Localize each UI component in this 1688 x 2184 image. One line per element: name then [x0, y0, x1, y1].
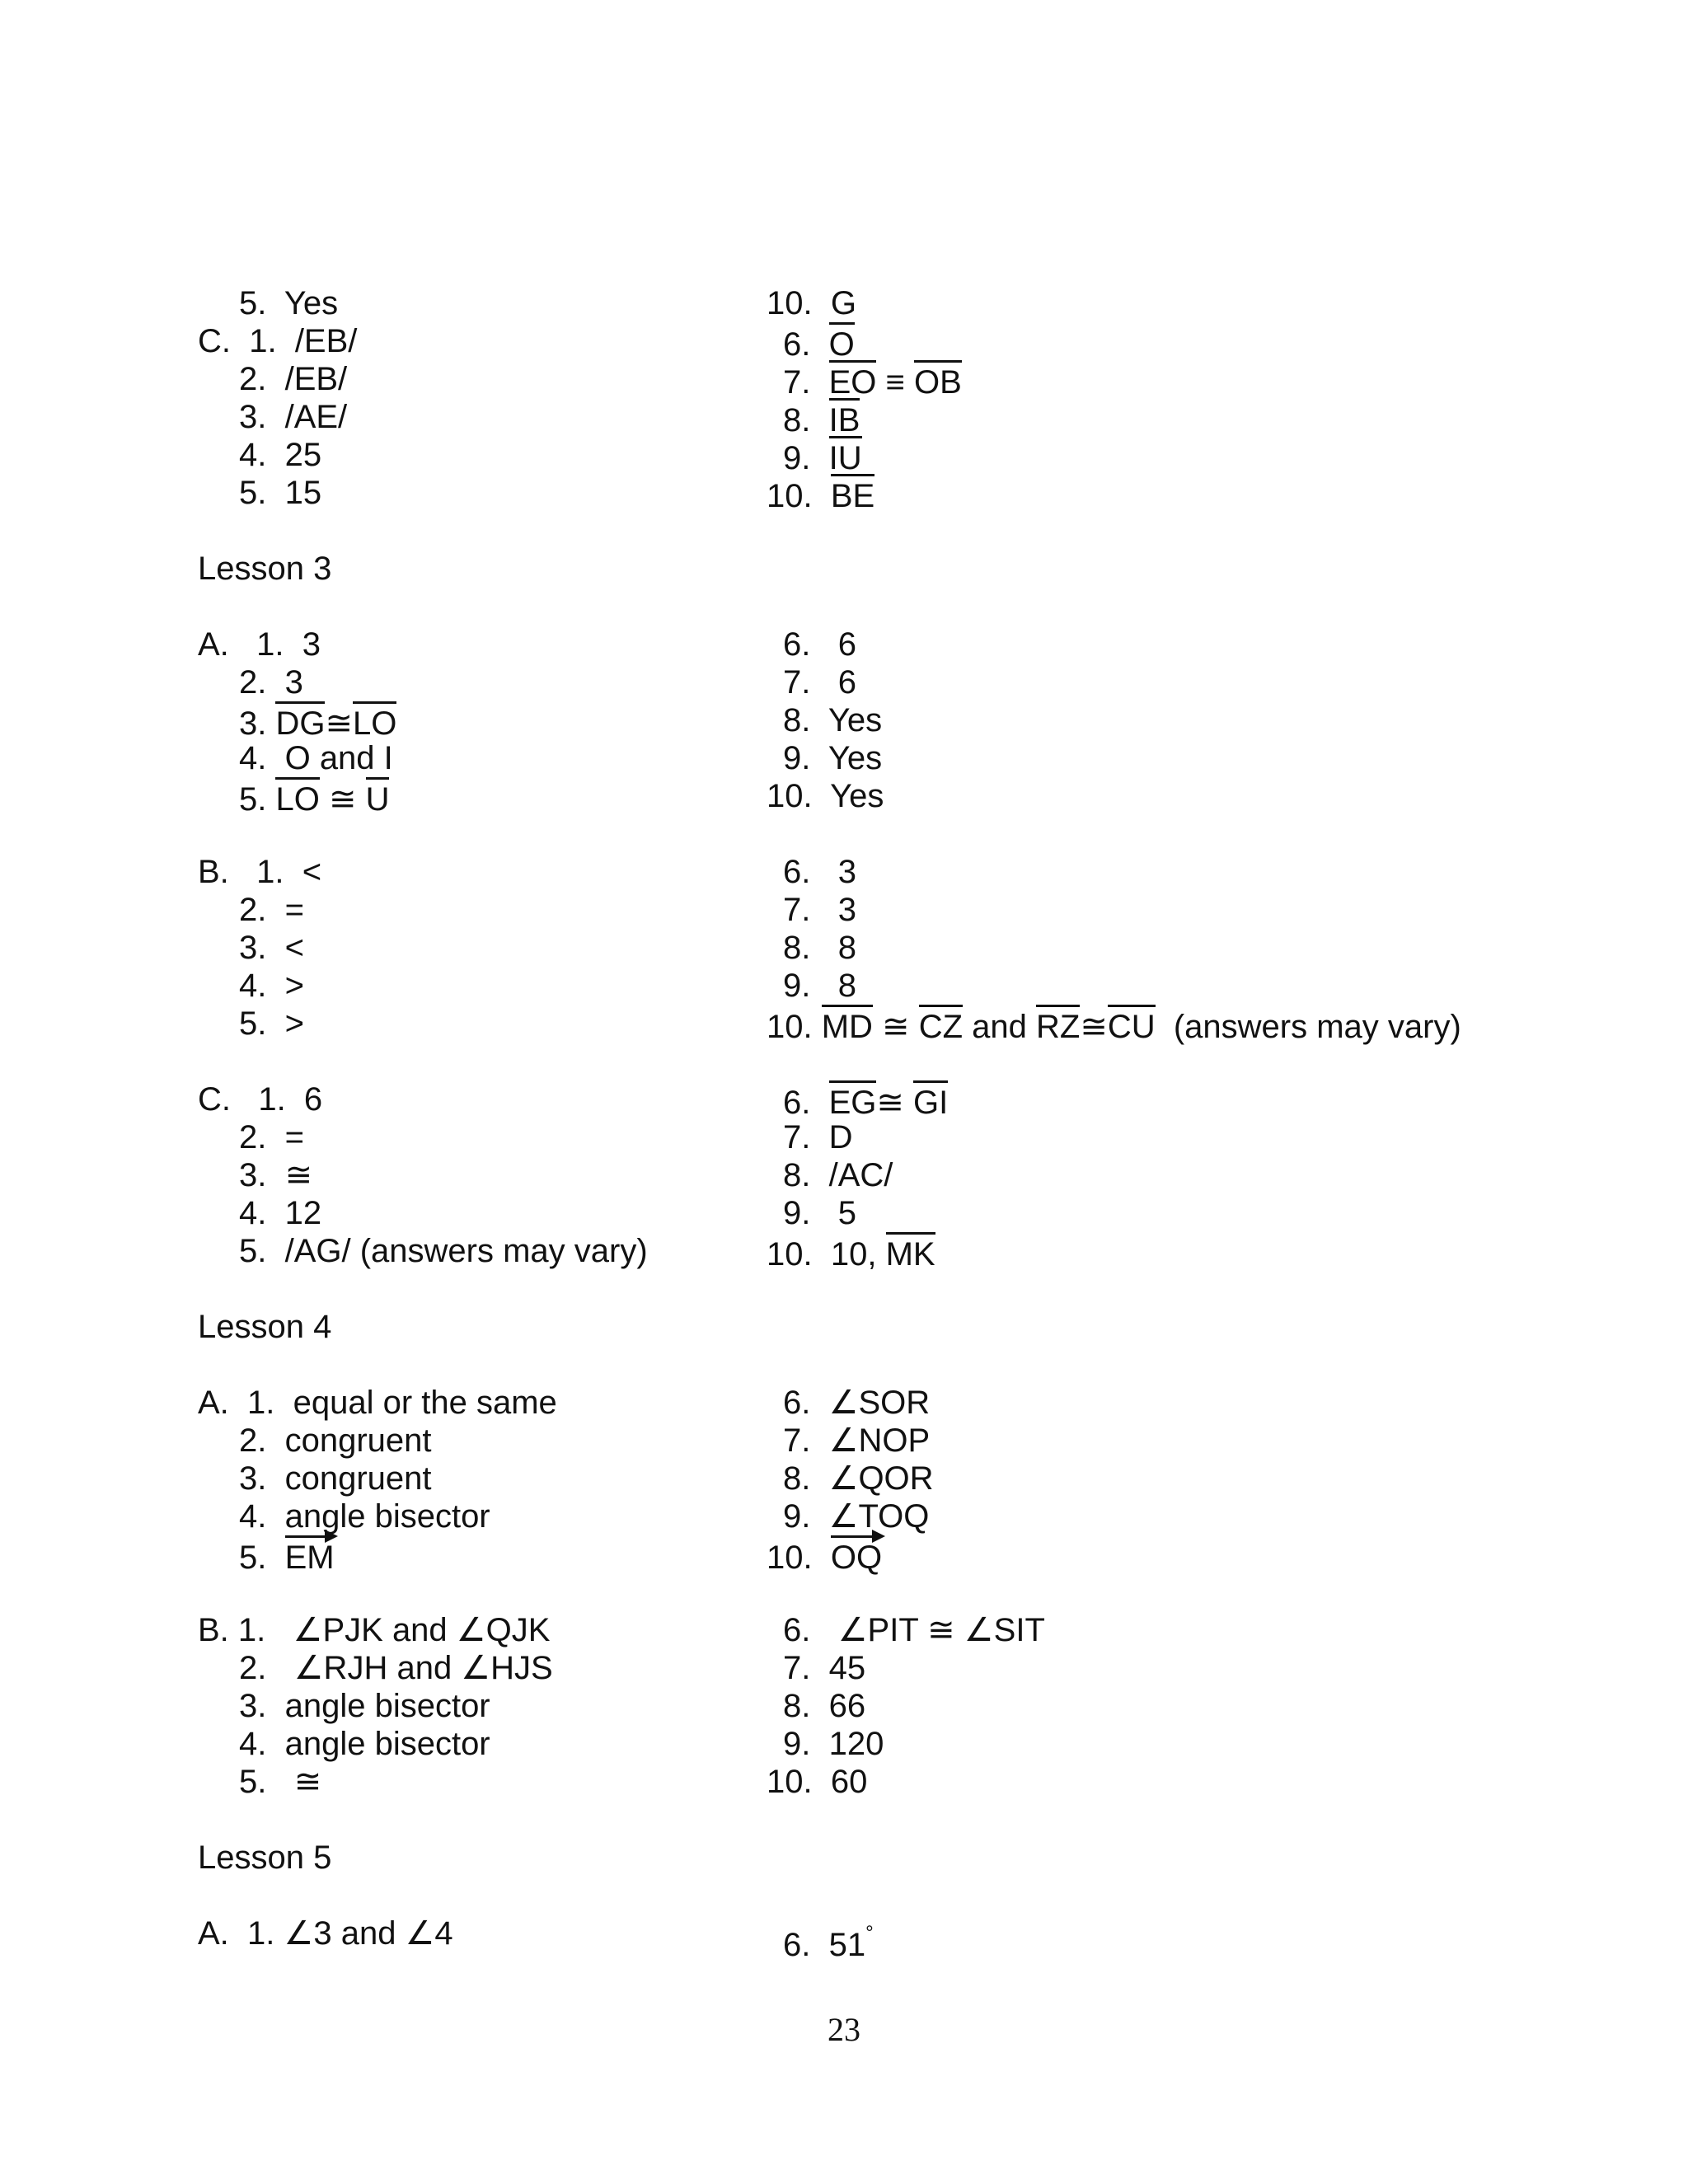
- right-answer: [783, 701, 882, 739]
- answer-text: C. 1. /EB/: [198, 323, 358, 359]
- answer-text: ≅: [319, 781, 366, 818]
- right-answer: [783, 1611, 1045, 1649]
- right-answer: [783, 663, 856, 701]
- left-answer: [239, 777, 389, 818]
- answer-text: 5.: [239, 1540, 285, 1576]
- right-answer: [767, 284, 856, 322]
- answer-text: A. 1. 3: [198, 626, 321, 663]
- answer-text: 10. G: [767, 285, 856, 321]
- answer-text: 2. 3: [239, 664, 303, 701]
- lesson-heading: Lesson 5: [198, 1840, 332, 1876]
- answer-text: 3. angle bisector: [239, 1688, 490, 1724]
- segment-notation: IU: [829, 436, 862, 477]
- left-answer: [198, 1080, 322, 1118]
- answer-text: 10. 10,: [767, 1236, 886, 1272]
- answer-text: 8. Yes: [783, 702, 883, 738]
- answer-text: 4. angle bisector: [239, 1726, 490, 1762]
- answer-text: 7. 6: [783, 664, 856, 701]
- left-answer: [239, 1156, 312, 1194]
- left-answer: [239, 284, 338, 322]
- lesson-heading: Lesson 4: [198, 1309, 332, 1345]
- left-answer: [239, 1649, 553, 1687]
- left-answer: [239, 967, 304, 1005]
- answer-text: ≅: [325, 705, 353, 742]
- right-answer: [783, 1118, 852, 1156]
- left-answer: [239, 929, 304, 967]
- ray-notation: EM: [285, 1535, 335, 1577]
- segment-notation: CU: [1108, 1005, 1156, 1046]
- ray-notation: OQ: [831, 1535, 882, 1577]
- answer-text: 7. ∠NOP: [783, 1422, 931, 1459]
- left-answer: [198, 1384, 557, 1422]
- segment-notation: RZ: [1036, 1005, 1080, 1046]
- right-answer: [783, 322, 855, 363]
- left-answer: [239, 1763, 321, 1801]
- answer-text: C. 1. 6: [198, 1081, 323, 1118]
- left-answer: [239, 1497, 490, 1535]
- right-answer: [783, 739, 882, 777]
- answer-text: A. 1. ∠3 and ∠4: [198, 1915, 453, 1952]
- answer-text: 6.: [783, 326, 829, 363]
- answer-text: 7. 3: [783, 892, 856, 928]
- left-answer: [239, 1194, 321, 1232]
- answer-text: 2. =: [239, 1119, 304, 1155]
- answer-text: and: [963, 1009, 1036, 1045]
- answer-text: 4. angle bisector: [239, 1498, 490, 1535]
- left-answer: [239, 360, 347, 398]
- answer-text: 10.: [767, 1540, 831, 1576]
- left-answer: [239, 1232, 648, 1270]
- left-answer: [239, 1460, 432, 1497]
- answer-text: 9. 8: [783, 968, 856, 1004]
- right-answer: [767, 1763, 867, 1801]
- answer-text: 9. 5: [783, 1195, 856, 1231]
- right-answer: [783, 1194, 856, 1232]
- left-answer: [239, 1725, 490, 1763]
- left-answer: [198, 322, 357, 360]
- left-answer: [239, 1687, 490, 1725]
- page-number: 23: [828, 2011, 860, 2048]
- segment-notation: DG: [275, 701, 325, 743]
- left-answer: [239, 398, 347, 436]
- segment-notation: MD: [822, 1005, 873, 1046]
- left-answer: [239, 1422, 432, 1460]
- left-answer: [198, 626, 321, 663]
- answer-text: 4. O and I: [239, 740, 393, 776]
- right-answer: [783, 1687, 865, 1725]
- answer-text: 8. 66: [783, 1688, 866, 1724]
- right-answer: [767, 474, 874, 515]
- answer-text: B. 1. <: [198, 854, 322, 890]
- left-answer: [239, 701, 396, 743]
- right-answer: [783, 1497, 929, 1535]
- answer-text: 5. >: [239, 1005, 304, 1042]
- segment-notation: EG: [829, 1080, 877, 1122]
- answer-text: 2. congruent: [239, 1422, 432, 1459]
- answer-text: 9. ∠TOQ: [783, 1498, 930, 1535]
- right-answer: [783, 1080, 948, 1122]
- answer-text: 8. /AC/: [783, 1157, 893, 1193]
- answer-text: 7. D: [783, 1119, 853, 1155]
- segment-notation: CZ: [919, 1005, 963, 1046]
- right-answer: [767, 1535, 882, 1577]
- left-answer: [239, 474, 321, 512]
- answer-text: 3. <: [239, 930, 304, 966]
- left-answer: [198, 853, 321, 891]
- answer-text: 10. 60: [767, 1764, 868, 1800]
- segment-notation: OB: [914, 360, 962, 401]
- segment-notation: GI: [913, 1080, 948, 1122]
- answer-text: 5. Yes: [239, 285, 339, 321]
- segment-notation: LO: [353, 701, 396, 743]
- left-answer: [239, 1005, 304, 1043]
- segment-notation: EO: [829, 360, 877, 401]
- left-answer: [239, 891, 304, 929]
- left-answer: [239, 663, 303, 701]
- answer-text: 4. >: [239, 968, 304, 1004]
- lesson-heading: Lesson 3: [198, 551, 332, 587]
- right-answer: [783, 929, 856, 967]
- answer-text: 3. ≅: [239, 1157, 313, 1193]
- answer-text: ≡: [876, 364, 914, 401]
- left-answer: [198, 1611, 550, 1649]
- degree-symbol: °: [865, 1922, 874, 1944]
- answer-text: 6. ∠PIT ≅ ∠SIT: [783, 1612, 1045, 1648]
- right-answer: [783, 1384, 930, 1422]
- answer-text: 4. 25: [239, 437, 322, 473]
- answer-text: 10.: [767, 478, 831, 514]
- segment-notation: O: [829, 322, 855, 363]
- answer-text: 9.: [783, 440, 829, 476]
- right-answer: [783, 1725, 884, 1763]
- right-answer: [783, 626, 856, 663]
- segment-notation: BE: [831, 474, 874, 515]
- answer-text: A. 1. equal or the same: [198, 1385, 557, 1421]
- answer-text: 2. =: [239, 892, 304, 928]
- right-answer: [783, 1422, 930, 1460]
- answer-text: 3.: [239, 705, 276, 742]
- right-answer: [767, 777, 884, 815]
- left-answer: [239, 1535, 335, 1577]
- left-answer: [239, 739, 393, 777]
- right-answer: [783, 360, 962, 401]
- answer-text: 5. 15: [239, 475, 322, 511]
- answer-text: 5. /AG/ (answers may vary): [239, 1233, 648, 1269]
- answer-text: 10. Yes: [767, 778, 884, 814]
- segment-notation: U: [366, 777, 390, 818]
- answer-text: B. 1. ∠PJK and ∠QJK: [198, 1612, 551, 1648]
- left-answer: [239, 436, 321, 474]
- right-answer: [767, 1232, 935, 1273]
- left-answer: [198, 1915, 453, 1952]
- answer-text: 6. 6: [783, 626, 856, 663]
- answer-text: ≅: [1080, 1009, 1108, 1045]
- right-answer: [783, 436, 862, 477]
- right-answer: [783, 1915, 874, 1964]
- left-answer: [239, 1118, 304, 1156]
- right-answer: [783, 967, 856, 1005]
- answer-text: 9. Yes: [783, 740, 883, 776]
- answer-text: 4. 12: [239, 1195, 322, 1231]
- answer-text: 6.: [783, 1085, 829, 1121]
- answer-text: 6. ∠SOR: [783, 1385, 931, 1421]
- answer-text: 7.: [783, 364, 829, 401]
- answer-text: 5. ≅: [239, 1764, 322, 1800]
- segment-notation: MK: [886, 1232, 935, 1273]
- answer-text: 2. /EB/: [239, 361, 348, 397]
- segment-notation: LO: [275, 777, 319, 818]
- answer-text: 6. 3: [783, 854, 856, 890]
- right-answer: [767, 1005, 1461, 1046]
- answer-text: 10.: [767, 1009, 822, 1045]
- answer-text: 8. 8: [783, 930, 856, 966]
- right-answer: [783, 1649, 865, 1687]
- right-answer: [783, 891, 856, 929]
- answer-text: 6. 51: [783, 1927, 866, 1963]
- answer-text: 9. 120: [783, 1726, 884, 1762]
- right-answer: [783, 853, 856, 891]
- answer-text: 8. ∠QOR: [783, 1460, 934, 1497]
- answer-text: 3. /AE/: [239, 399, 348, 435]
- right-answer: [783, 398, 860, 439]
- answer-text: 7. 45: [783, 1650, 866, 1686]
- segment-notation: IB: [829, 398, 860, 439]
- answer-text: 3. congruent: [239, 1460, 432, 1497]
- right-answer: [783, 1156, 893, 1194]
- right-answer: [783, 1460, 934, 1497]
- answer-text: 5.: [239, 781, 276, 818]
- answer-text: 8.: [783, 402, 829, 438]
- answer-text: 2. ∠RJH and ∠HJS: [239, 1650, 553, 1686]
- answer-text: (answers may vary): [1155, 1009, 1461, 1045]
- answer-text: ≅: [876, 1085, 914, 1121]
- answer-text: ≅: [872, 1009, 919, 1045]
